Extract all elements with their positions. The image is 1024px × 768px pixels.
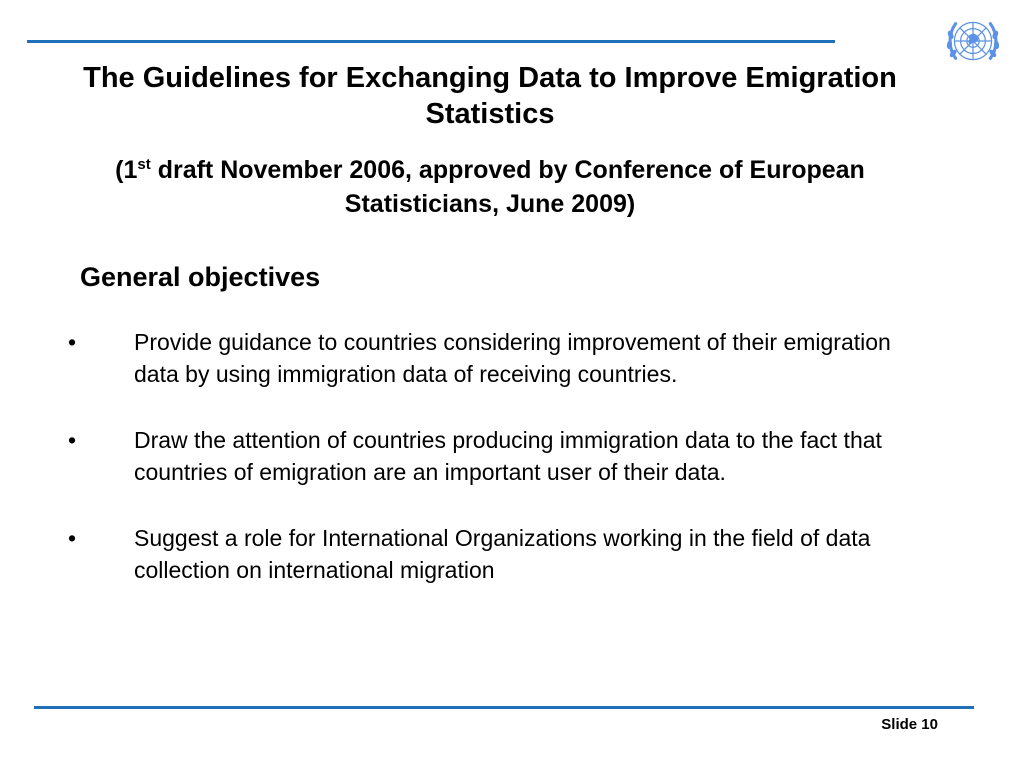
subtitle-open: (1 (115, 156, 138, 184)
bullet-marker: • (68, 329, 77, 355)
objectives-list (60, 326, 940, 620)
subtitle-rest: draft November 2006, approved by Conference of European Statisticians, June 2009) (150, 156, 865, 218)
bullet-text: Provide guidance to countries considering improvement of their emigration data by using immigration data of receiving countries. (134, 329, 891, 387)
bullet-text: Suggest a role for International Organizations working in the field of data collection on international migration (134, 525, 871, 583)
slide-title: The Guidelines for Exchanging Data to Improve Emigration Statistics (83, 62, 897, 130)
list-item (60, 326, 940, 390)
slide-subtitle (40, 153, 940, 221)
slide-number: Slide 10 (881, 716, 938, 733)
bullet-marker: • (68, 427, 77, 453)
list-item (60, 424, 940, 488)
list-item (60, 522, 940, 586)
bottom-divider (34, 706, 974, 709)
un-emblem-icon (942, 10, 1004, 72)
subtitle-ordinal-suffix: st (137, 156, 151, 173)
section-heading: General objectives (80, 262, 321, 292)
bullet-marker: • (68, 525, 77, 551)
top-divider (27, 40, 835, 43)
bullet-text: Draw the attention of countries producing immigration data to the fact that countries of emigration are an important user of their data. (134, 427, 882, 485)
